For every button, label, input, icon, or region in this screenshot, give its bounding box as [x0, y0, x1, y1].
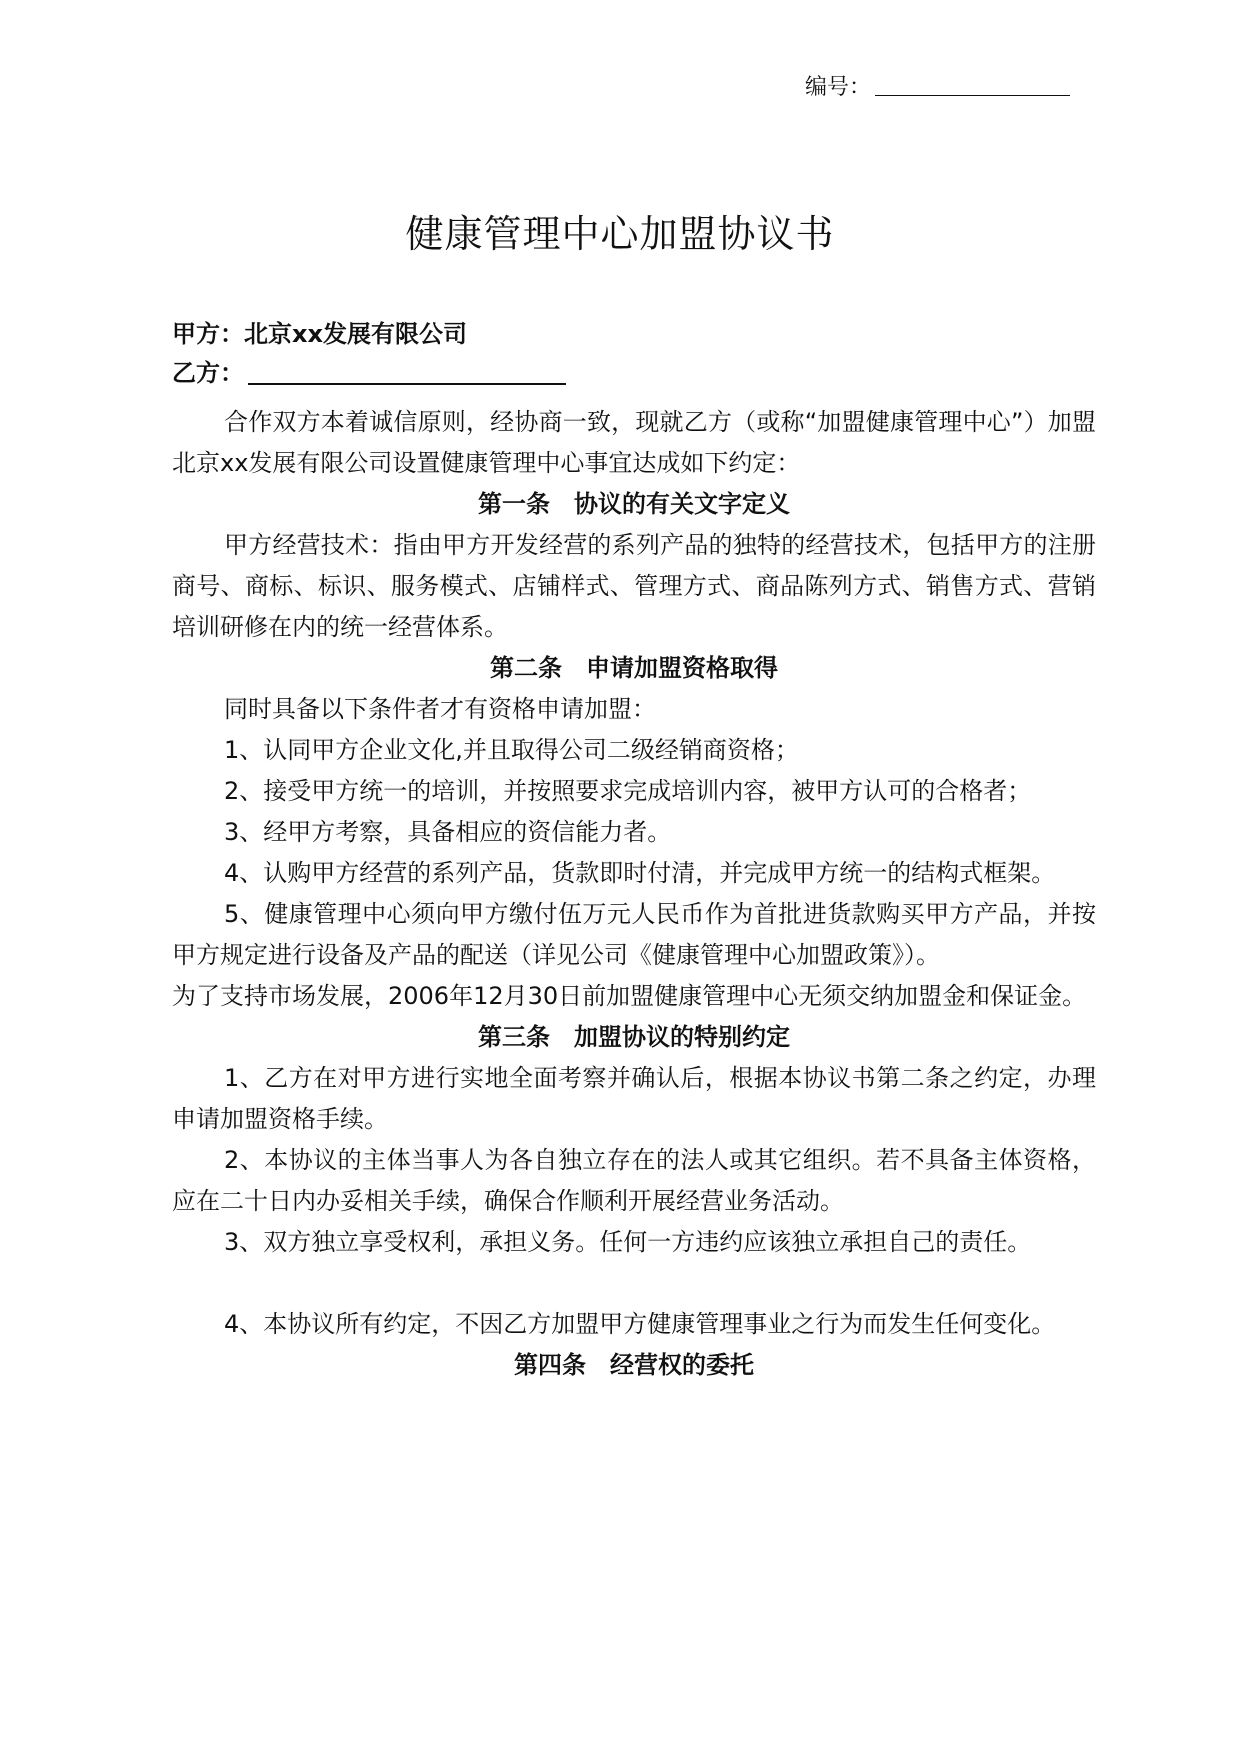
serial-number-blank — [875, 73, 1070, 96]
article-2-note: 为了支持市场发展，2006年12月30日前加盟健康管理中心无须交纳加盟金和保证金。 — [172, 982, 1087, 1010]
article-3-item-3: 3、双方独立享受权利，承担义务。任何一方违约应该独立承担自己的责任。 — [224, 1228, 1032, 1256]
intro-paragraph: 合作双方本着诚信原则，经协商一致，现就乙方（或称“加盟健康管理中心”）加盟北京xx发展有限公司设置健康管理中心事宜达成如下约定： — [172, 408, 1096, 477]
party-a-line: 甲方：北京xx发展有限公司 — [172, 320, 467, 348]
article-2-item-1: 1、认同甲方企业文化,并且取得公司二级经销商资格； — [224, 736, 799, 764]
article-2-item-4: 4、认购甲方经营的系列产品，货款即时付清，并完成甲方统一的结构式框架。 — [224, 859, 1056, 887]
article-3-heading: 第三条 加盟协议的特别约定 — [478, 1023, 790, 1051]
article-2-item-5: 5、健康管理中心须向甲方缴付伍万元人民币作为首批进货款购买甲方产品，并按甲方规定进行设备及产品的配送（详见公司《健康管理中心加盟政策》）。 — [172, 900, 1096, 969]
article-2-item-3: 3、经甲方考察，具备相应的资信能力者。 — [224, 818, 672, 846]
article-1-paragraph: 甲方经营技术：指由甲方开发经营的系列产品的独特的经营技术，包括甲方的注册商号、商标、标识、服务模式、店铺样式、管理方式、商品陈列方式、销售方式、营销培训研修在内的统一经营体系。 — [172, 531, 1096, 641]
article-3-item-1: 1、乙方在对甲方进行实地全面考察并确认后，根据本协议书第二条之约定，办理申请加盟资格手续。 — [172, 1064, 1096, 1133]
serial-number-field — [805, 70, 1070, 101]
article-1-heading: 第一条 协议的有关文字定义 — [478, 490, 790, 518]
document-body — [172, 402, 1096, 1386]
party-b-label: 乙方： — [172, 359, 244, 387]
article-3-item-4: 4、本协议所有约定，不因乙方加盟甲方健康管理事业之行为而发生任何变化。 — [224, 1310, 1056, 1338]
party-b-blank — [248, 357, 566, 385]
article-2-paragraph: 同时具备以下条件者才有资格申请加盟： — [224, 695, 656, 723]
article-3-item-2: 2、本协议的主体当事人为各自独立存在的法人或其它组织。若不具备主体资格，应在二十日内办妥相关手续，确保合作顺利开展经营业务活动。 — [172, 1146, 1096, 1215]
serial-number-label: 编号： — [805, 75, 872, 100]
party-b-line — [172, 353, 566, 388]
article-2-heading: 第二条 申请加盟资格取得 — [490, 654, 778, 682]
article-2-item-2: 2、接受甲方统一的培训，并按照要求完成培训内容，被甲方认可的合格者； — [224, 777, 1032, 805]
article-4-heading: 第四条 经营权的委托 — [514, 1351, 754, 1379]
paragraph-spacer — [172, 1263, 1096, 1304]
document-title: 健康管理中心加盟协议书 — [405, 212, 835, 256]
